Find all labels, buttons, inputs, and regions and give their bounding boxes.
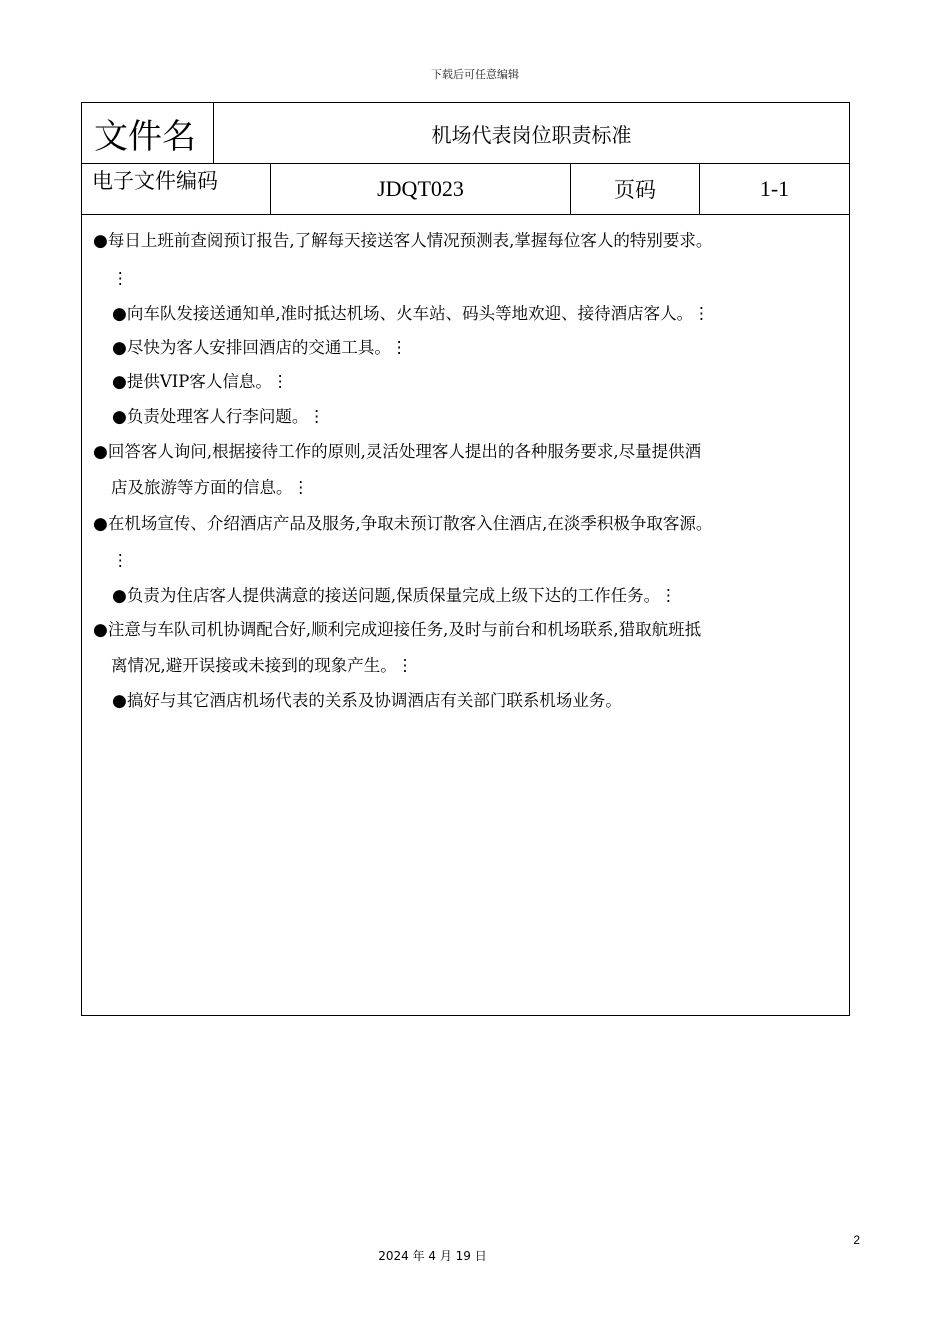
duty-text: 负责处理客人行李问题。⋮ [126,407,325,426]
duty-text: 搞好与其它酒店机场代表的关系及协调酒店有关部门联系机场业务。 [126,691,622,710]
bullet-icon: ● [112,407,127,427]
code-label: 电子文件编码 [92,169,218,193]
duty-text: 尽快为客人安排回酒店的交通工具。⋮ [126,338,408,357]
meta-row [82,164,849,215]
duty-text: ⋮ [112,269,129,288]
header-note: 下载后可任意编辑 [431,68,519,81]
document-title: 机场代表岗位职责标准 [431,122,632,147]
duty-line [112,691,622,711]
bullet-icon: ● [112,338,127,358]
duty-line [111,656,413,676]
page-label-cell [571,164,700,214]
bullet-icon: ● [93,231,108,251]
filename-label: 文件名 [94,117,196,157]
footer-date: 2024 年 4 月 19 日 [378,1249,487,1263]
duty-text: 向车队发接送通知单,准时抵达机场、火车站、码头等地欢迎、接待酒店客人。⋮ [126,304,710,323]
duty-line [112,372,288,392]
bullet-icon: ● [112,372,127,392]
bullet-icon: ● [93,620,108,640]
duty-line [93,231,712,251]
title-row [82,103,849,164]
duty-line [93,620,701,640]
duty-line [112,338,407,358]
filename-label-cell [82,103,214,163]
title-cell [214,103,849,163]
code-value: JDQT023 [377,176,464,201]
bullet-icon: ● [93,514,108,534]
bullet-icon: ● [112,304,127,324]
duty-text: 回答客人询问,根据接待工作的原则,灵活处理客人提出的各种服务要求,尽量提供酒 [107,442,702,461]
page-label: 页码 [614,178,656,202]
duty-text: 负责为住店客人提供满意的接送问题,保质保量完成上级下达的工作任务。⋮ [126,586,677,605]
page-value: 1-1 [759,176,790,201]
document-table [81,102,850,1016]
duty-line [93,514,712,534]
code-label-cell [82,164,271,214]
duty-line [112,551,129,571]
duty-line [112,269,129,289]
bullet-icon: ● [93,442,108,462]
duty-line [112,407,325,427]
duty-text: 每日上班前查阅预订报告,了解每天接送客人情况预测表,掌握每位客人的特别要求。 [107,231,713,250]
duty-line [112,586,677,606]
duty-text: 店及旅游等方面的信息。⋮ [111,478,309,497]
duty-text: 离情况,避开误接或未接到的现象产生。⋮ [111,656,414,675]
duty-line [112,304,710,324]
duty-line [111,478,309,498]
bullet-icon: ● [112,586,127,606]
code-cell [271,164,571,214]
duty-text: 提供VIP客人信息。⋮ [126,372,289,391]
bullet-icon: ● [112,691,127,711]
duty-text: 在机场宣传、介绍酒店产品及服务,争取未预订散客入住酒店,在淡季积极争取客源。 [107,514,713,533]
duty-line [93,442,701,462]
duty-text: 注意与车队司机协调配合好,顺利完成迎接任务,及时与前台和机场联系,猎取航班抵 [107,620,702,639]
duty-text: ⋮ [112,551,129,570]
page-number: 2 [853,1233,860,1247]
page-cell [700,164,849,214]
